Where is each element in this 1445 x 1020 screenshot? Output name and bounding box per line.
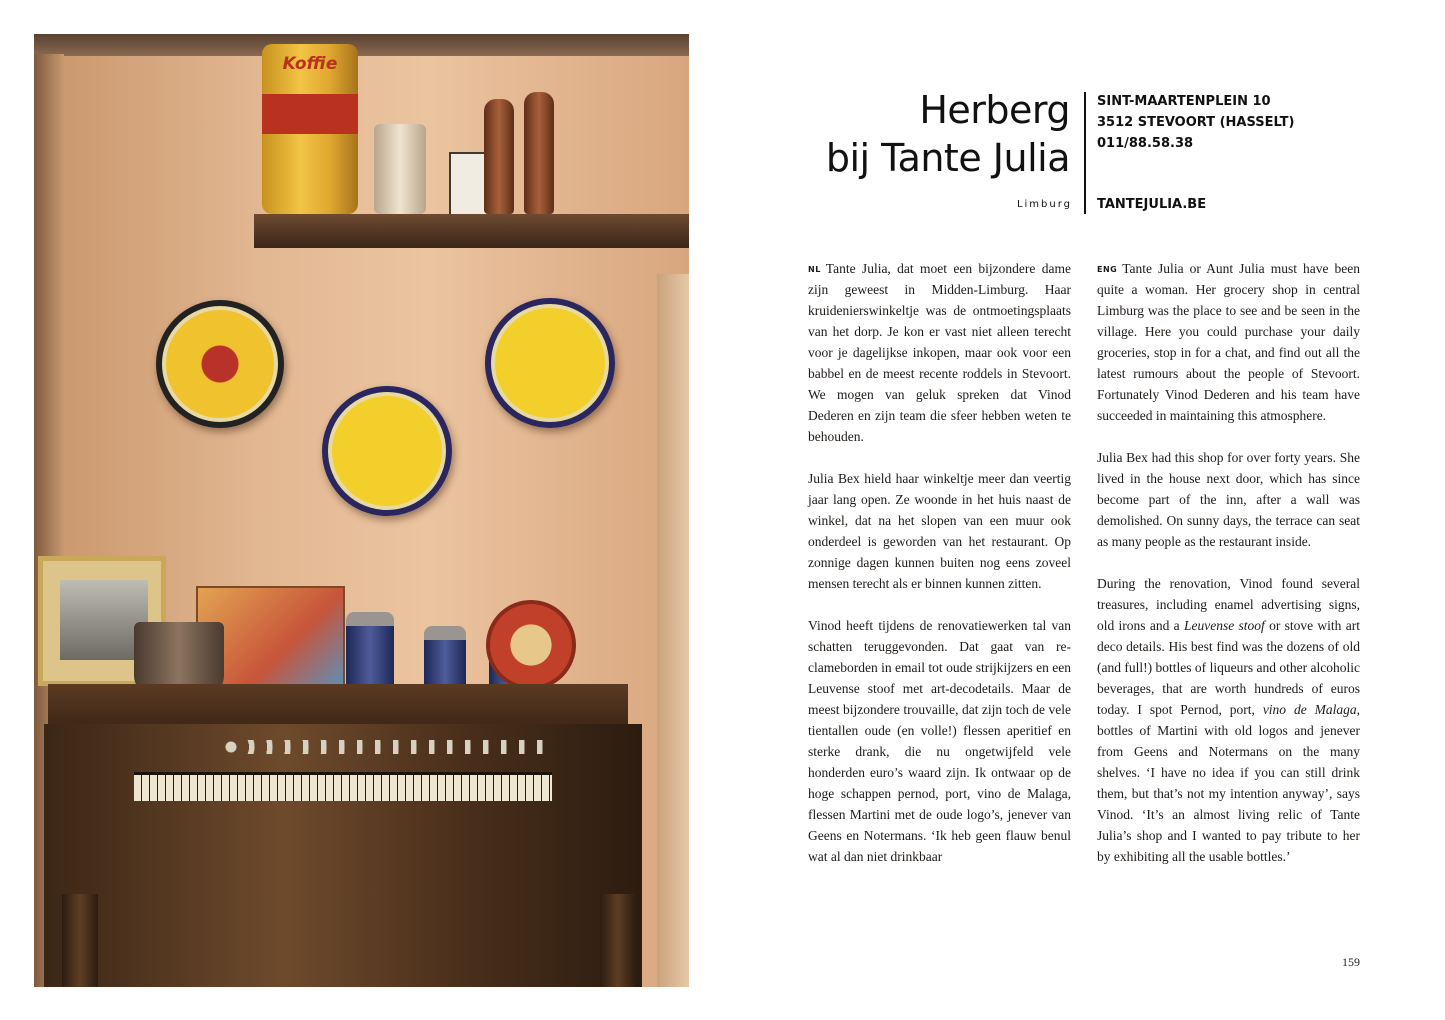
page-title — [760, 86, 1070, 182]
door-frame — [657, 274, 689, 987]
ceiling-beam — [34, 34, 689, 56]
italic-term: vino de Malaga — [1262, 702, 1357, 717]
jar — [374, 124, 426, 214]
text-run: During the renovation, Vinod found several treasures, including enamel advertising signs, old irons and a — [1097, 576, 1360, 633]
title-line-1: Herberg — [919, 88, 1070, 132]
address-line-1: SINT-MAARTENPLEIN 10 — [1097, 94, 1271, 109]
contact-block — [1097, 91, 1357, 212]
address-line-2: 3512 STEVOORT (HASSELT) — [1097, 115, 1295, 130]
stoneware-bottle — [484, 99, 514, 214]
coffee-tin-label: Koffie — [282, 54, 338, 74]
language-label: NL — [808, 265, 821, 274]
alken-beer-tray — [156, 300, 284, 428]
stoneware-bottle — [524, 92, 554, 214]
atlas-beer-tray — [485, 298, 615, 428]
language-label: ENG — [1097, 265, 1118, 274]
region-label: Limburg — [1016, 199, 1072, 210]
interior-photo — [34, 34, 689, 987]
pump-organ — [44, 724, 642, 987]
text-run: , bottles of Martini with old logos and jenever from Geens and Notermans on the many shelves. ‘I have no idea if you can still drink them, but that’s not my intention anyway’, says Vinod. ‘It’s an almost living relic of Tante Julia’s shop and I wanted to pay tribute to her by exhibiting all the usable bottles.’ — [1097, 702, 1360, 864]
english-column — [1097, 258, 1360, 888]
page-number: 159 — [1342, 955, 1360, 969]
organ-leg — [600, 894, 636, 987]
coffee-tin-band — [262, 94, 358, 134]
italic-term: Leuvense stoof — [1183, 618, 1265, 633]
paragraph — [1097, 258, 1360, 426]
text-run: or stove with art deco details. His best find was the dozens of old (and full!) bottles of liqueurs and other alcoholic beverages, that are worth hundreds of euros today. I spot Pernod, port, — [1097, 618, 1360, 717]
paragraph — [808, 258, 1071, 447]
organ-stops — [224, 740, 544, 754]
paragraph-text: Tante Julia, dat moet een bijzondere dame zijn geweest in Midden-Limburg. Haar kruidenierswinkeltje was de ontmoetingsplaats van het dorp. Je kon er vast niet alleen terecht voor je dagelijkse inkopen, maar ook voor een babbel en de meest recente roddels in Stevoort. We mogen van geluk spreken dat Vinod Dederen en zijn team die sfeer hebben weten te behouden. — [808, 261, 1071, 444]
paragraph: Julia Bex hield haar winkeltje meer dan veertig jaar lang open. Ze woonde in het huis naast de winkel, dat na het slopen van een muur ook onderdeel is geworden van het restaurant. Op zonnige dagen kunnen buiten nog eens zoveel mensen terecht als er binnen kunnen zitten. — [808, 471, 1071, 591]
organ-leg — [62, 894, 98, 987]
paragraph-text: Tante Julia or Aunt Julia must have been quite a woman. Her grocery shop in central Limburg was the place to see and be seen in the village. Here you could purchase your daily groceries, stop in for a chat, and find out all the latest rumours about the people of Stevoort. Fortunately Vinod Dederen and his team have succeeded in maintaining this atmosphere. — [1097, 261, 1360, 423]
phone-number: 011/88.58.38 — [1097, 136, 1194, 151]
wall-shelf — [254, 214, 689, 248]
decorative-plate — [486, 600, 576, 690]
paragraph — [1097, 573, 1360, 867]
dutch-column — [808, 258, 1071, 888]
organ-keyboard — [134, 772, 552, 801]
header-divider — [1084, 92, 1086, 214]
website-link[interactable]: TANTEJULIA.BE — [1097, 197, 1207, 212]
atlas-beer-tray — [322, 386, 452, 516]
paragraph: Julia Bex had this shop for over forty years. She lived in the house next door, which has since become part of the inn, after a wall was demolished. On sunny days, the terrace can seat as many people as the restaurant inside. — [1097, 450, 1360, 549]
paragraph: Vinod heeft tijdens de renovatiewerken tal van schatten teruggevonden. Dat gaat van reclameborden in email tot oude strijkijzers en een Leuvense stoof met art-decodetails. Maar de meest bijzondere trouvaille, dat zijn toch de vele tientallen oude (en volle!) flessen aperitief en sterke drank, die nu ongetwijfeld vele honderden euro’s waard zijn. Ik ontwaar op de hoge schappen pernod, port, vino de Malaga, flessen Martini met de oude logo’s, jenever van Geens en Notermans. ‘Ik heb geen flauw benul wat al dan niet drinkbaar — [808, 618, 1071, 864]
title-line-2: bij Tante Julia — [825, 136, 1070, 180]
